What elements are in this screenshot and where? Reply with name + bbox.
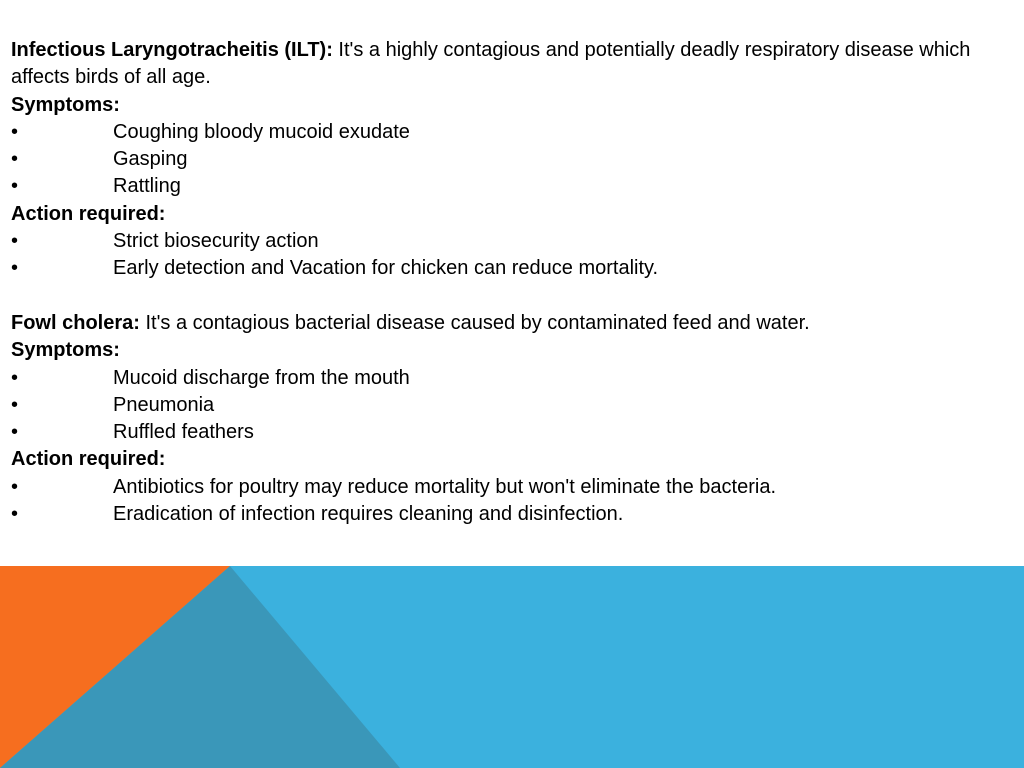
bullet-icon: • — [11, 503, 19, 526]
ilt-intro — [11, 37, 1001, 92]
fowl-cholera-symptom-item — [11, 365, 1001, 392]
bullet-icon: • — [11, 475, 19, 498]
fowl-cholera-action-item — [11, 474, 1001, 501]
fowl-cholera-symptoms-heading: Symptoms: — [11, 339, 120, 362]
ilt-symptom-item — [11, 146, 1001, 173]
ilt-symptom-text: Coughing bloody mucoid exudate — [113, 120, 410, 143]
fowl-cholera-symptom-text: Pneumonia — [113, 393, 215, 416]
ilt-action-item — [11, 255, 1001, 282]
ilt-symptom-text: Gasping — [113, 148, 188, 171]
bullet-icon: • — [11, 148, 19, 171]
fowl-cholera-action-text: Eradication of infection requires cleaning and disinfection. — [113, 503, 624, 526]
bullet-icon: • — [11, 421, 19, 444]
bullet-icon: • — [11, 175, 19, 198]
ilt-action-heading: Action required: — [11, 202, 166, 225]
ilt-action-text: Early detection and Vacation for chicken can reduce mortality. — [113, 257, 659, 280]
fowl-cholera-description: It's a contagious bacterial disease caused by contaminated feed and water. — [139, 311, 810, 334]
section-spacer — [11, 283, 1001, 310]
ilt-action-item — [11, 228, 1001, 255]
ilt-title: Infectious Laryngotracheitis (ILT): — [11, 39, 333, 61]
ilt-symptoms-heading: Symptoms: — [11, 93, 120, 116]
footer-decoration — [0, 566, 1024, 768]
fowl-cholera-action-text: Antibiotics for poultry may reduce mortality but won't eliminate the bacteria. — [113, 475, 777, 498]
ilt-symptom-item — [11, 119, 1001, 146]
fowl-cholera-title: Fowl cholera: — [11, 311, 140, 334]
footer-shapes — [0, 566, 1024, 768]
bullet-icon: • — [11, 120, 19, 143]
slide-body — [11, 37, 1001, 528]
bullet-icon: • — [11, 393, 19, 416]
fowl-cholera-intro — [11, 310, 1001, 337]
fowl-cholera-symptom-item — [11, 392, 1001, 419]
ilt-action-text: Strict biosecurity action — [113, 230, 319, 253]
ilt-symptom-text: Rattling — [113, 175, 181, 198]
bullet-icon: • — [11, 230, 19, 253]
fowl-cholera-action-heading: Action required: — [11, 448, 166, 471]
ilt-symptom-item — [11, 173, 1001, 200]
fowl-cholera-symptom-item — [11, 419, 1001, 446]
bullet-icon: • — [11, 257, 19, 280]
ilt-description: It's a highly contagious and potentially deadly respiratory disease which affects birds of all age. — [11, 39, 971, 89]
fowl-cholera-symptom-text: Ruffled feathers — [113, 421, 254, 444]
fowl-cholera-action-item — [11, 501, 1001, 528]
fowl-cholera-symptom-text: Mucoid discharge from the mouth — [113, 366, 410, 389]
bullet-icon: • — [11, 366, 19, 389]
